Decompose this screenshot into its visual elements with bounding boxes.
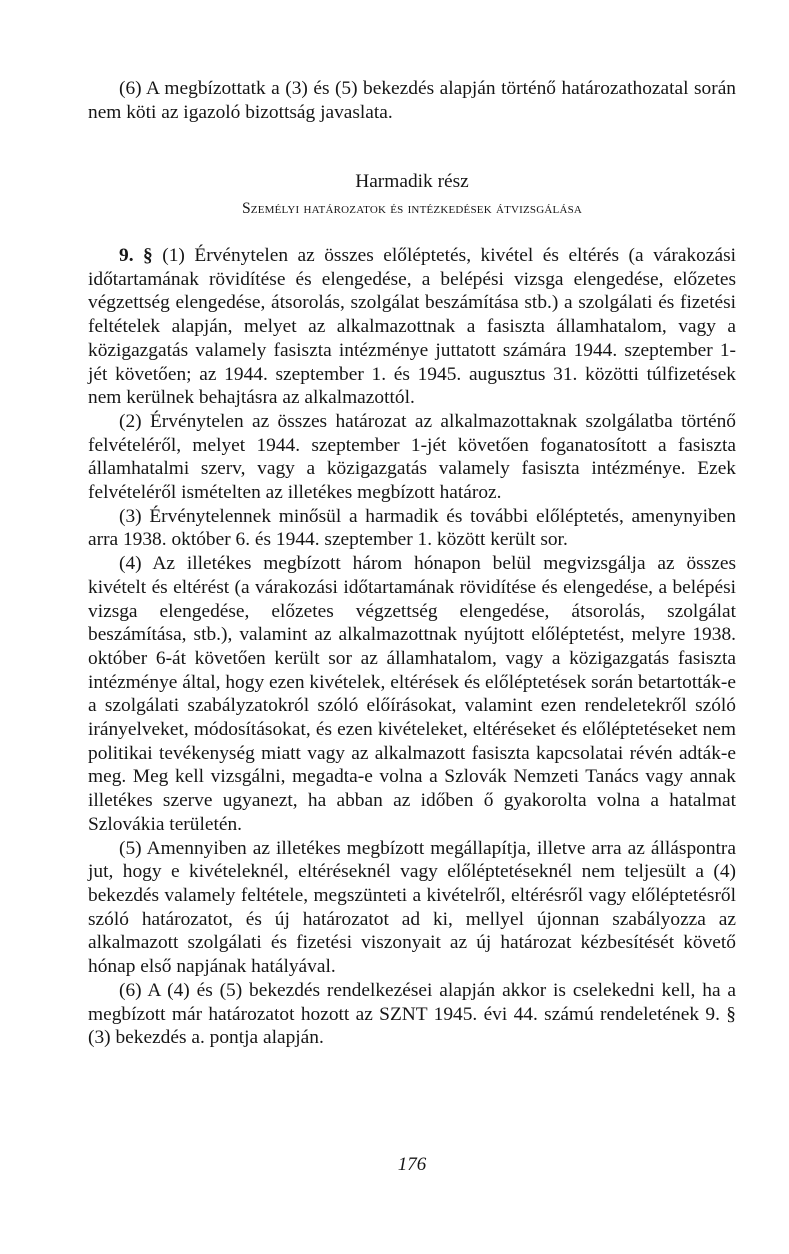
paragraph-3: (3) Érvénytelennek minősül a harmadik és további előléptetés, amenynyiben arra 1938. október 6. és 1944. szeptember 1. között került sor.	[88, 505, 736, 551]
part-title: Harmadik rész	[355, 171, 469, 192]
paragraph-4: (4) Az illetékes megbízott három hónapon belül megvizsgálja az összes kivételt és eltérést (a várakozási időtartamának rövidítése és elengedése, a belépési vizsga elengedése, előzetes végzettség elengedése, átsorolás, szolgálat beszámítása, stb.), valamint az alkalmazottnak nyújtott előléptetést, melyre 1938. október 6-át követően került sor az államhatalom, vagy a közigazgatás fasiszta intézménye által, hogy ezen kivételek, eltérések és előléptetések során betartották-e a szolgálati szabályzatokról szóló előírásokat, valamint ezen rendeletekről szóló irányelveket, módosításokat, és ezen kivételeket, eltéréseket és előléptetéseket nem politikai tevékenység miatt vagy az alkalmazott fasiszta kapcsolatai révén adták-e meg. Meg kell vizsgálni, megadta-e volna a Szlovák Nemzeti Tanács vagy annak illetékes szerve ugyanezt, ha abban az időben ő gyakorolta volna a hatalmat Szlovákia területén.	[88, 553, 736, 835]
part-subtitle: Személyi határozatok és intézkedések átvizsgálása	[241, 200, 583, 217]
section-number: 9. §	[119, 245, 153, 266]
paragraph-1	[88, 244, 736, 410]
paragraph-5: (5) Amennyiben az illetékes megbízott megállapítja, illetve arra az álláspontra jut, hogy e kivételeknél, eltéréseknél vagy előléptetéseknél nem teljesült a (4) bekezdés valamely feltétele, megszünteti a kivételről, eltérésről vagy előléptetésről szóló határozatot, és új határozatot ad ki, mellyel újonnan szabályozza az alkalmazott szolgálati és fizetési viszonyait az új határozat kézbesítését követő hónap első napjának hatályával.	[88, 837, 736, 978]
page-number: 176	[397, 1154, 427, 1175]
intro-block	[88, 77, 736, 124]
paragraph-2: (2) Érvénytelen az összes határozat az alkalmazottaknak szolgálatba történő felvételéről, melyet 1944. szeptember 1-jét követően foganatosított a fasiszta államhatalmi szerv, vagy a közigazgatás valamely fasiszta intézménye. Ezek felvételéről ismételten az illetékes megbízott határoz.	[88, 410, 736, 504]
paragraph-1-text: (1) Érvénytelen az összes előléptetés, kivétel és eltérés (a várakozási időtartamának rövidítése és elengedése, a belépési vizsga elengedése, előzetes végzettség elengedése, átsorolás, szolgálat beszámítása stb.) a szolgálati és fizetési feltételek alapján, melyet az alkalmazottnak a fasiszta államhatalom, vagy a közigazgatás valamely fasiszta intézménye juttatott számára 1944. szeptember 1-jét követően; az 1944. szeptember 1. és 1945. augusztus 31. közötti túlfizetések nem kerülnek behajtásra az alkalmazottól.	[88, 245, 737, 409]
paragraph-6: (6) A (4) és (5) bekezdés rendelkezései alapján akkor is cselekedni kell, ha a megbízott már határozatot hozott az SZNT 1945. évi 44. számú rendeletének 9. § (3) bekezdés a. pontja alapján.	[88, 979, 736, 1049]
section-9-body	[88, 244, 736, 1050]
intro-paragraph: (6) A megbízottatk a (3) és (5) bekezdés alapján történő határozathozatal során nem köti az igazoló bizottság javaslata.	[88, 78, 736, 123]
